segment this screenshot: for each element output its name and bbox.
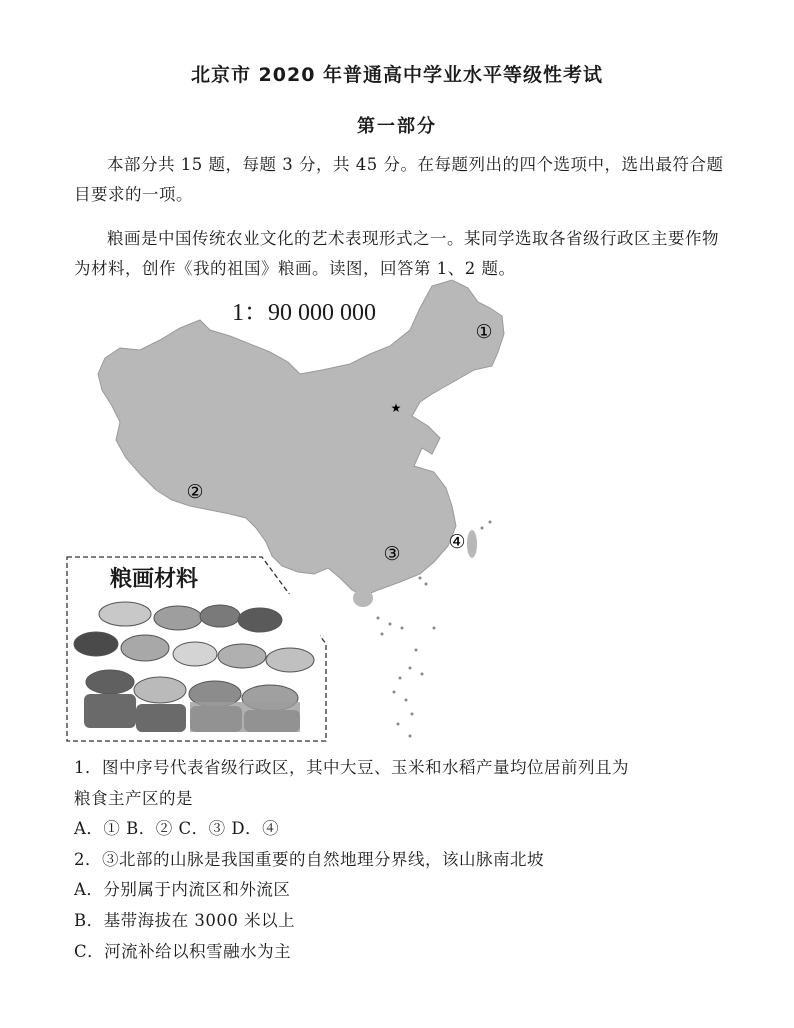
capital-star-icon: ★ (390, 401, 402, 415)
map-scale: 1：90 000 000 (232, 300, 376, 326)
exam-title: 北京市 2020 年普通高中学业水平等级性考试 (190, 64, 604, 86)
question-2-option-b: B．基带海拔在 3000 米以上 (74, 911, 296, 930)
taiwan-island (467, 530, 477, 558)
question-1-stem-line1: 1．图中序号代表省级行政区，其中大豆、玉米和水稻产量均位居前列且为 (74, 758, 629, 777)
grain-sacks-photo (70, 594, 320, 736)
context-paragraph: 粮画是中国传统农业文化的艺术表现形式之一。某同学选取各省级行政区主要作物为材料，创作《我的祖国》粮画。读图，回答第 1、2 题。 (74, 229, 719, 278)
question-2-stem: 2．③北部的山脉是我国重要的自然地理分界线，该山脉南北坡 (74, 850, 544, 869)
marker-2: ② (186, 481, 204, 503)
china-mainland-shape (98, 280, 504, 596)
marker-3: ③ (383, 543, 401, 565)
question-2-option-a: A．分别属于内流区和外流区 (74, 880, 291, 899)
instructions-paragraph: 本部分共 15 题，每题 3 分，共 45 分。在每题列出的四个选项中，选出最符合题目要求的一项。 (74, 155, 724, 204)
question-1-stem-line2: 粮食主产区的是 (74, 789, 193, 808)
marker-4: ④ (448, 531, 466, 553)
question-1-options: A．① B．② C．③ D．④ (74, 819, 280, 838)
hainan-island (353, 589, 373, 607)
question-2-option-c: C．河流补给以积雪融水为主 (74, 942, 292, 961)
part-heading: 第一部分 (357, 116, 437, 137)
legend-title: 粮画材料 (110, 567, 199, 592)
marker-1: ① (475, 321, 493, 343)
